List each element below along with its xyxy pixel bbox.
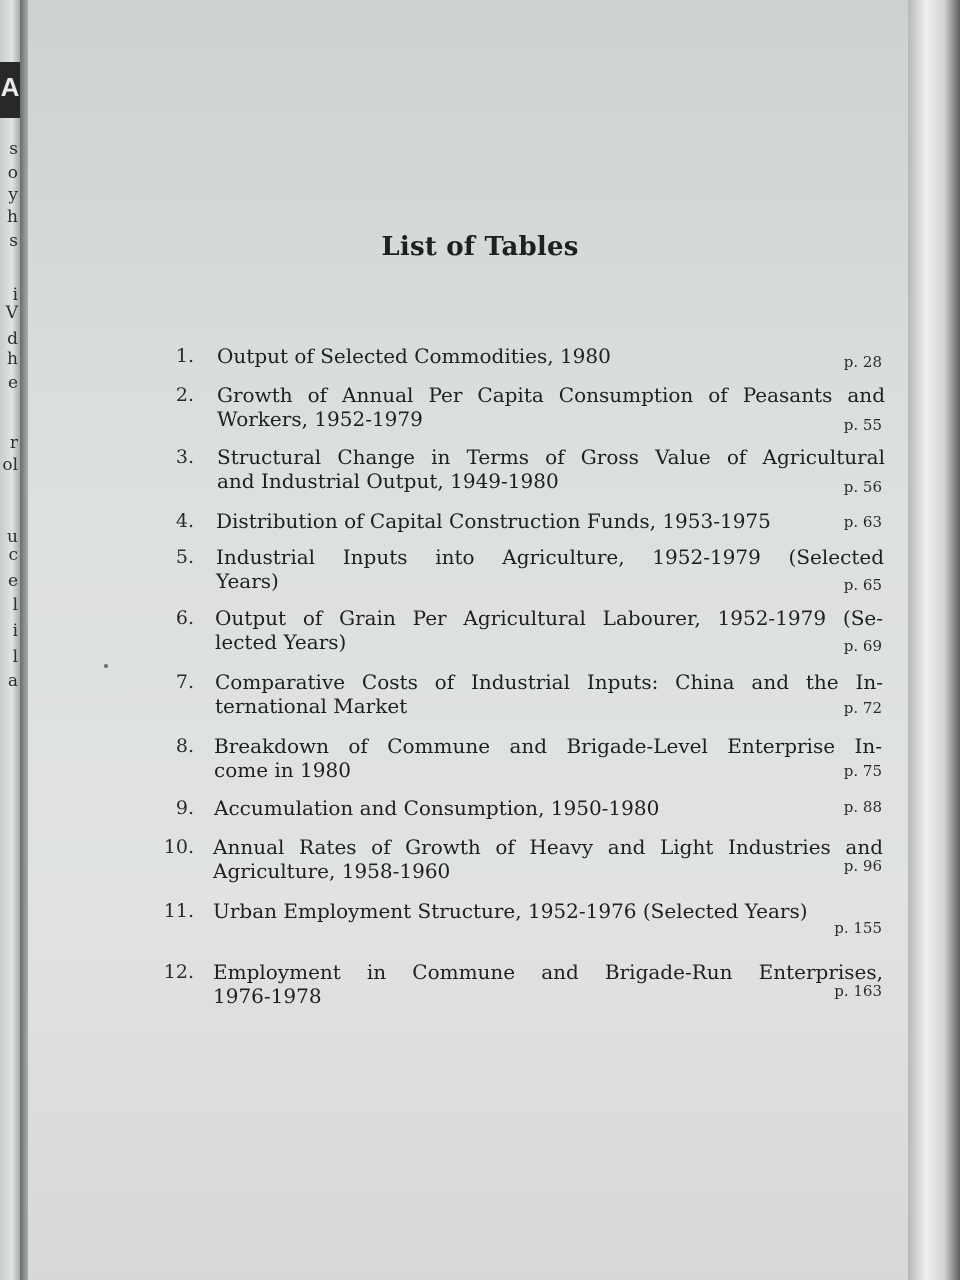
adjacent-page-text-fragment: e (7, 571, 18, 591)
adjacent-page-text-fragment: e (7, 373, 18, 393)
page-reference: p. 65 (843, 576, 882, 594)
table-title-line: lected Years) (215, 630, 347, 654)
adjacent-page-text-fragment: h (7, 349, 18, 369)
adjacent-page-text-fragment: l (12, 647, 18, 667)
table-number: 5. (175, 546, 194, 568)
page-reference: p. 75 (843, 762, 882, 780)
table-number: 9. (175, 797, 194, 819)
adjacent-page-text-fragment: V (5, 303, 18, 323)
table-number: 12. (163, 961, 194, 983)
page-reference: p. 28 (843, 353, 882, 371)
table-title-line: Comparative Costs of Industrial Inputs: China and the In- (215, 670, 883, 694)
adjacent-page-text-fragment: u (7, 527, 18, 547)
table-number: 10. (163, 836, 194, 858)
table-title-line: Industrial Inputs into Agriculture, 1952-1979 (Selected (216, 545, 884, 569)
table-title-line: Output of Grain Per Agricultural Labourer, 1952-1979 (Se- (215, 606, 883, 630)
adjacent-page-text-fragment: l (12, 595, 18, 615)
ink-speck (104, 664, 108, 668)
adjacent-page-text-fragment: c (8, 545, 18, 565)
adjacent-page-text-fragment: h (7, 207, 18, 227)
table-title-line: Accumulation and Consumption, 1950-1980 (214, 796, 660, 820)
table-title-line: Agriculture, 1958-1960 (213, 859, 451, 883)
adjacent-page-text-fragment: s (9, 139, 18, 159)
page-title: List of Tables (381, 232, 579, 262)
adjacent-page-header-letter: A (0, 72, 20, 102)
adjacent-page-text-fragment: i (12, 621, 18, 641)
page-reference: p. 55 (843, 416, 882, 434)
table-title-line: Growth of Annual Per Capita Consumption of Peasants and (217, 383, 885, 407)
table-title-line: 1976-1978 (213, 984, 322, 1008)
table-title-line: Breakdown of Commune and Brigade-Level Enterprise In- (214, 734, 882, 758)
table-number: 4. (175, 510, 194, 532)
table-title-line: Structural Change in Terms of Gross Value of Agricultural (217, 445, 885, 469)
table-title-line: Output of Selected Commodities, 1980 (217, 344, 611, 368)
table-title-line: and Industrial Output, 1949-1980 (217, 469, 559, 493)
table-number: 1. (175, 345, 194, 367)
table-title-line: Annual Rates of Growth of Heavy and Light Industries and (213, 835, 883, 859)
table-title-line: ternational Market (215, 694, 408, 718)
page-reference: p. 69 (843, 637, 882, 655)
table-number: 11. (163, 900, 194, 922)
adjacent-page-text-fragment: r (9, 433, 18, 453)
table-number: 6. (175, 607, 194, 629)
table-title-line: Workers, 1952-1979 (217, 407, 423, 431)
table-title-line: Distribution of Capital Construction Funds, 1953-1975 (216, 509, 771, 533)
page-reference: p. 163 (834, 982, 882, 1000)
table-number: 3. (175, 446, 194, 468)
table-title-line: Employment in Commune and Brigade-Run Enterprises, (213, 960, 883, 984)
table-title-line: Urban Employment Structure, 1952-1976 (Selected Years) (213, 899, 808, 923)
page-reference: p. 88 (843, 798, 882, 816)
page-reference: p. 56 (843, 478, 882, 496)
adjacent-page-text-fragment: ol (2, 455, 18, 475)
adjacent-page-text-fragment: d (7, 329, 18, 349)
page-reference: p. 72 (843, 699, 882, 717)
adjacent-page-text-fragment: a (7, 671, 18, 691)
page-reference: p. 155 (834, 919, 882, 937)
table-title-line: come in 1980 (214, 758, 351, 782)
table-title-line: Years) (216, 569, 279, 593)
adjacent-page-text-fragment: i (12, 285, 18, 305)
page-reference: p. 96 (843, 857, 882, 875)
table-number: 2. (175, 384, 194, 406)
table-number: 8. (175, 735, 194, 757)
page-reference: p. 63 (843, 513, 882, 531)
adjacent-page-text-fragment: o (7, 163, 18, 183)
adjacent-page-text-fragment: y (8, 185, 18, 205)
adjacent-page-text-fragment: s (9, 231, 18, 251)
table-number: 7. (175, 671, 194, 693)
